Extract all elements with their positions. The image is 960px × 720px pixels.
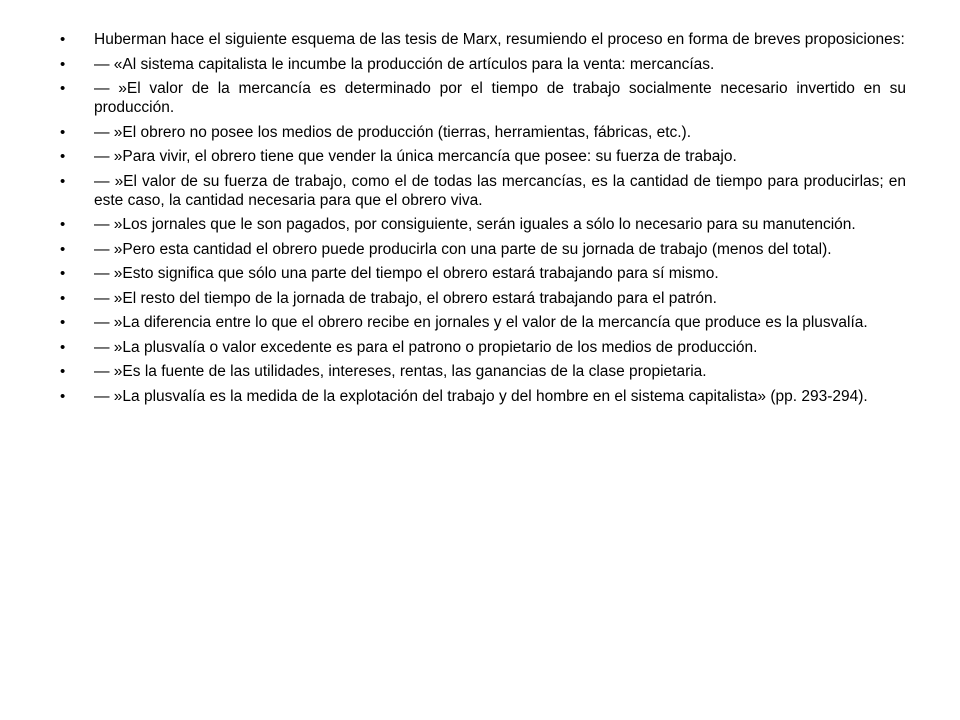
bullet-text: — »El valor de la mercancía es determinado por el tiempo de trabajo socialmente necesario invertido en su producción.: [94, 80, 906, 116]
bullet-text: — »La plusvalía o valor excedente es para el patrono o propietario de los medios de producción.: [94, 338, 758, 356]
bullet-item: [60, 264, 906, 283]
bullet-icon: •: [60, 31, 66, 48]
bullet-icon: •: [60, 216, 66, 233]
bullet-icon: •: [60, 289, 66, 307]
bullet-item: [60, 123, 906, 142]
bullet-text: — »El obrero no posee los medios de producción (tierras, herramientas, fábricas, etc.).: [94, 123, 692, 141]
bullet-item: [60, 79, 906, 117]
bullet-item: [60, 147, 906, 166]
bullet-item: [60, 30, 906, 49]
bullet-icon: •: [60, 172, 66, 190]
bullet-text: — »Es la fuente de las utilidades, intereses, rentas, las ganancias de la clase propietaria.: [94, 363, 707, 380]
bullet-icon: •: [60, 80, 66, 97]
bullet-icon: •: [60, 123, 66, 141]
bullet-text: — «Al sistema capitalista le incumbe la producción de artículos para la venta: mercancías.: [94, 55, 715, 73]
bullet-item: [60, 240, 906, 259]
bullet-icon: •: [60, 314, 66, 331]
bullet-icon: •: [60, 240, 66, 258]
bullet-icon: •: [60, 387, 66, 405]
bullet-text: — »Esto significa que sólo una parte del tiempo el obrero estará trabajando para sí mismo.: [94, 265, 719, 282]
bullet-item: [60, 55, 906, 74]
bullet-text: — »Para vivir, el obrero tiene que vender la única mercancía que posee: su fuerza de trabajo.: [94, 148, 737, 165]
bullet-text: — »Pero esta cantidad el obrero puede producirla con una parte de su jornada de trabajo (menos del total).: [94, 240, 832, 258]
bullet-list: [60, 30, 906, 411]
bullet-icon: •: [60, 55, 66, 73]
bullet-item: [60, 172, 906, 210]
bullet-item: [60, 338, 906, 357]
bullet-text: — »El resto del tiempo de la jornada de trabajo, el obrero estará trabajando para el patrón.: [94, 289, 717, 307]
bullet-text: — »Los jornales que le son pagados, por consiguiente, serán iguales a sólo lo necesario para su manutención.: [94, 216, 856, 233]
bullet-text: Huberman hace el siguiente esquema de las tesis de Marx, resumiendo el proceso en forma de breves proposiciones:: [94, 31, 905, 48]
bullet-text: — »La plusvalía es la medida de la explotación del trabajo y del hombre en el sistema capitalista» (pp. 293-294).: [94, 387, 868, 405]
bullet-text: — »El valor de su fuerza de trabajo, como el de todas las mercancías, es la cantidad de tiempo para producirlas; en este caso, la cantidad necesaria para que el obrero viva.: [94, 172, 906, 209]
bullet-text: — »La diferencia entre lo que el obrero recibe en jornales y el valor de la mercancía que produce es la plusvalía.: [94, 314, 868, 331]
bullet-icon: •: [60, 363, 66, 380]
bullet-icon: •: [60, 338, 66, 356]
bullet-item: [60, 289, 906, 308]
bullet-icon: •: [60, 148, 66, 165]
bullet-item: [60, 387, 906, 406]
bullet-item: [60, 313, 906, 332]
bullet-item: [60, 362, 906, 381]
bullet-icon: •: [60, 265, 66, 282]
bullet-item: [60, 215, 906, 234]
